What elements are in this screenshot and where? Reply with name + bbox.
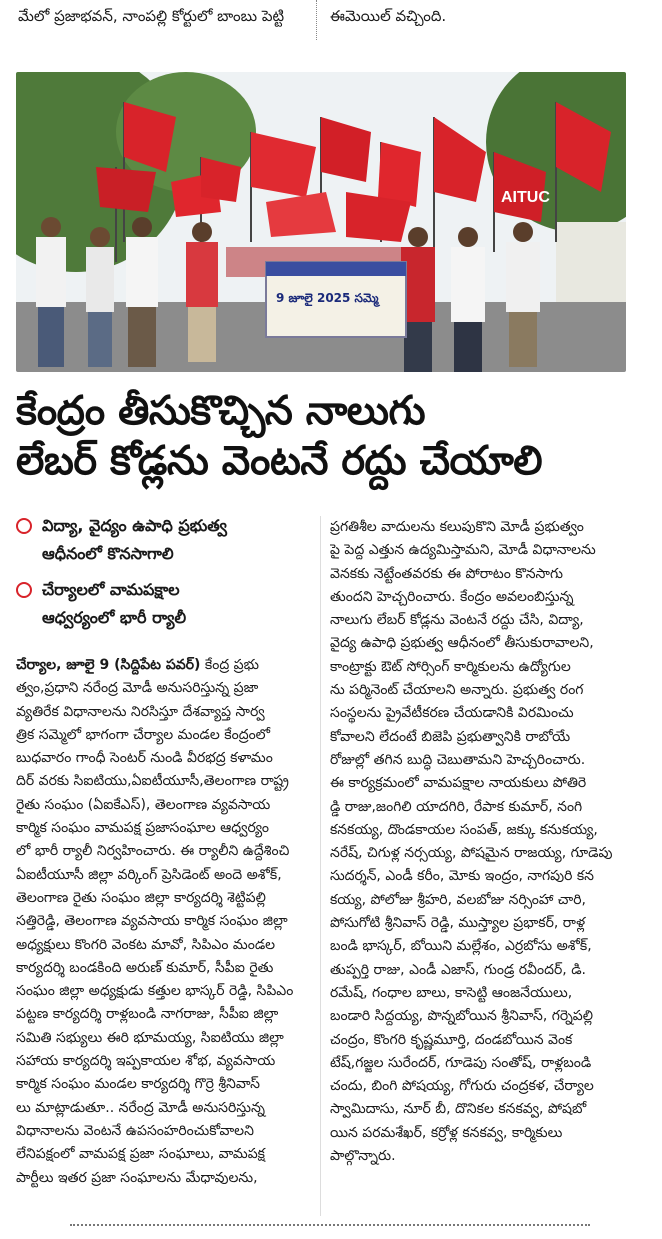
marcher [451, 247, 485, 322]
highlight-item [16, 576, 316, 632]
body-text-line: ను పర్మినెంట్ చేయాలని అన్నారు. ప్రభుత్వ రంగ [330, 682, 584, 699]
body-text-line: సుదర్శన్, ఎండీ కరీం, మోకు ఇంద్రం, నాగపురి కన [330, 868, 594, 885]
body-text-line: చంద్రం, కొంగరి కృష్ణమూర్తి, దండబోయిన వెంక [330, 1031, 573, 1048]
body-text-line: ప్రగతిశీల వాదులను కలుపుకొని మోడీ ప్రభుత్వం [330, 519, 584, 535]
body-text-line: సంస్థలను ప్రైవేటీకరణ చేయడానికి విరమించు [330, 705, 574, 722]
body-text-line: కనకయ్య, దొండకాయల సంపత్, జక్కు కనుకయ్య, [330, 821, 598, 838]
body-text-line: కోవాలని లేదంటే బిజెపి ప్రభుత్వానికి రాబోయే [330, 728, 571, 745]
body-text-line: రైతు సంఘం (ఏఐకేఎస్), తెలంగాణ వ్యవసాయ [16, 796, 271, 813]
marcher-legs [188, 307, 216, 362]
marcher-legs [38, 307, 64, 367]
body-text-line: వ్యతిరేక విధానాలను నిరసిస్తూ దేశవ్యాప్త సార్వ [16, 703, 265, 720]
body-text-line: కార్మిక సంఘం మండల కార్యదర్శి గొర్రె శ్రీనివాస్ [16, 1076, 260, 1093]
previous-article-line-left: మేలో ప్రజాభవన్, నాంపల్లి కోర్టులో బాంబు పెట్టి [18, 7, 285, 25]
headline-line-2: లేబర్ కోడ్లను వెంటనే రద్దు చేయాలి [16, 438, 543, 484]
highlight-line: చేర్యాలలో వామపక్షాల [42, 580, 180, 599]
highlights [16, 512, 316, 640]
marcher-legs [509, 312, 537, 367]
marcher-legs [404, 322, 432, 372]
red-flag [96, 167, 156, 212]
body-text-line: అధ్యక్షులు కొంగరి వెంకట మావో, సిపిఎం మండల [16, 936, 276, 953]
body-text-line: బండారి సిద్దయ్య, పొన్నబోయిన శ్రీనివాస్, గర్నెపల్లి [330, 1008, 594, 1025]
marcher-legs [88, 312, 112, 367]
body-text-line: సంఘం జిల్లా అధ్యక్షుడు కత్తుల భాస్కర్ రెడ్డి, సిపిఎం [16, 983, 294, 1000]
marcher-head [192, 222, 212, 242]
body-text-line: స్వామిదాసు, నూర్ బీ, దొనికల కనకవ్వ, పోషబో [330, 1101, 587, 1118]
body-text-line: పాల్గొన్నారు. [330, 1148, 396, 1165]
body-text-line: తెలంగాణ రైతు సంఘం జిల్లా కార్యదర్శి శెట్టిపల్లి [16, 889, 266, 906]
body-text-line: ఈ కార్యక్రమంలో వామపక్షాల నాయకులు పోతిరె [330, 775, 587, 792]
rally-illustration [16, 72, 626, 372]
body-text-line: విధానాలను వెంటనే ఉపసంహరించుకోవాలని [16, 1122, 254, 1139]
body-text-line: పార్టీలు ఇతర ప్రజా సంఘాలను మేధావులను, [16, 1169, 258, 1186]
body-text-line: కార్యదర్శి బండకింది అరుణ్ కుమార్, సీపీఐ రైతు [16, 959, 274, 976]
marcher-head [458, 227, 478, 247]
marcher [506, 242, 540, 312]
marcher [36, 237, 66, 307]
highlight-line: ఆధీనంలో కొనసాగాలి [42, 544, 174, 563]
body-text-line: తుందని హెచ్చరించారు. కేంద్రం అవలంబిస్తున్న [330, 588, 574, 605]
marcher [186, 242, 218, 307]
body-text-line: తుప్పర్తి రాజు, ఎండీ ఎజాస్, గుండ్ర రవీందర్, డి. [330, 961, 586, 978]
body-text-line: లేనిపక్షంలో వామపక్ష ప్రజా సంఘాలు, వామపక్ష [16, 1146, 265, 1163]
bullet-ring-icon [16, 582, 32, 598]
body-text-line: కార్మిక సంఘం వామపక్ష ప్రజాసంఘాల ఆధ్వర్యం [16, 820, 269, 837]
body-text-line: దిర్ వరకు సిఐటియు,ఏఐటీయూసీ,తెలంగాణ రాష్ట్ర [16, 773, 289, 790]
body-text-line: పోసుగోటి శ్రీనివాస్ రెడ్డి, ముస్త్యాల ప్రభాకర్, రాళ్ల [330, 915, 586, 932]
body-text-line: రోజుల్లో తగిన బుద్ధి చెబుతామని హెచ్చరించారు. [330, 751, 586, 768]
body-text-line: డ్డి రాజు,జంగిలి యాదగిరి, రేపాక కుమార్, నంగి [330, 798, 583, 815]
body-text-line: పట్టణ కార్యదర్శి రాళ్లబండి నాగరాజు, సీపీఐ జిల్లా [16, 1006, 279, 1023]
marcher-head [408, 227, 428, 247]
marcher-head [513, 222, 533, 242]
body-text-line: నరేష్, చిగుళ్ల నర్సయ్య, పోషమైన రాజయ్య, గూడెపు [330, 845, 613, 862]
body-text-line: రమేష్, గంధాల బాలు, కాసెట్టి ఆంజనేయులు, [330, 984, 573, 1001]
strike-banner-text: 9 జూలై 2025 సమ్మె [276, 291, 379, 305]
body-text-line: కాంట్రాక్టు ఔట్ సోర్సింగ్ కార్మికులను ఉద్యోగుల [330, 658, 571, 675]
body-text-line: త్రిక సమ్మెలో భాగంగా చేర్యాల మండల కేంద్రంలో [16, 726, 271, 743]
column-divider-top [316, 0, 317, 40]
bottom-dotted-rule [70, 1224, 590, 1226]
marcher-head [132, 217, 152, 237]
body-text-line: నాలుగు లేబర్ కోడ్లను వెంటనే రద్దు చేసి, విద్యా, [330, 612, 584, 629]
body-text-line: బండి భాస్కర్, బోయిని మల్లేశం, ఎర్రబోసు అశోక్, [330, 938, 592, 955]
previous-article-strip [0, 0, 662, 40]
article-body-left-column [16, 654, 312, 1190]
body-text-line: చేర్యాల, జూలై 9 (సిద్దిపేట పవర్) కేంద్ర ప్రభు [16, 657, 259, 673]
body-text-line: సహాయ కార్యదర్శి ఇప్పకాయల శోభ, వ్యవసాయ [16, 1053, 276, 1070]
article-headline [16, 386, 646, 486]
dateline: చేర్యాల, జూలై 9 (సిద్దిపేట పవర్) [16, 657, 201, 673]
marcher [126, 237, 158, 307]
article-body-right-column [330, 516, 642, 1168]
marcher-legs [454, 322, 482, 372]
body-text-line: ఏఐటీయూసీ జిల్లా వర్కింగ్ ప్రెసిడెంట్ అందె అశోక్, [16, 866, 282, 883]
body-text-line: త్వం,ప్రధాని నరేంద్ర మోడీ అనుసరిస్తున్న ప్రజా [16, 680, 259, 697]
flag-label: AITUC [501, 189, 550, 206]
marcher-head [41, 217, 61, 237]
bullet-ring-icon [16, 518, 32, 534]
body-text-line: సత్తిరెడ్డి, తెలంగాణ వ్యవసాయ కార్మిక సంఘం జిల్లా [16, 913, 288, 930]
body-text-line: చందు, బింగి పోషయ్య, గోగురు చంద్రకళ, చేర్యాల [330, 1078, 594, 1095]
body-text-line: లో భారీ ర్యాలీ నిర్వహించారు. ఈ ర్యాలీని ఉద్దేశించి [16, 843, 290, 860]
red-flag [378, 142, 421, 207]
body-text-line: సమితి సభ్యులు ఈరి భూమయ్య, సిఐటియు జిల్లా [16, 1029, 284, 1046]
strike-banner-header [266, 262, 406, 276]
marcher [86, 247, 114, 312]
body-text-line: యిన పరమశేఖర్, కర్రోళ్ల కనకవ్వ, కార్మికులు [330, 1124, 563, 1141]
body-text-line: టేష్,గజ్జల సురేందర్, గూడెపు సంతోష్, రాళ్లబండి [330, 1054, 592, 1071]
body-text-line: పై పెద్ద ఎత్తున ఉద్యమిస్తామని, మోడీ విధానాలను [330, 542, 596, 559]
highlight-item [16, 512, 316, 568]
column-divider [320, 516, 321, 1216]
rally-photo [16, 72, 626, 372]
marcher-head [90, 227, 110, 247]
highlight-line: ఆధ్వర్యంలో భారీ ర్యాలీ [42, 608, 187, 627]
body-text-line: వైద్య ఉపాధి ప్రభుత్వ ఆధీనంలో తీసుకురావాలని, [330, 635, 594, 652]
body-text-line: బుధవారం గాంధీ సెంటర్ నుండి వీరభద్ర కళామం [16, 750, 273, 767]
highlight-line: విద్యా, వైద్యం ఉపాధి ప్రభుత్వ [42, 516, 227, 535]
previous-article-line-right: ఈమెయిల్ వచ్చింది. [330, 7, 447, 25]
body-text-line: వెనకకు నెట్టేంతవరకు ఈ పోరాటం కొనసాగు [330, 565, 563, 582]
body-text-line: కయ్య, పోలోజు శ్రీహరి, వలబోజు నర్సింహా చారి, [330, 891, 587, 908]
body-text-line: లు మాట్లాడుతూ.. నరేంద్ర మోడీ అనుసరిస్తున్న [16, 1099, 265, 1116]
marcher-legs [128, 307, 156, 367]
headline-line-1: కేంద్రం తీసుకొచ్చిన నాలుగు [16, 388, 426, 434]
